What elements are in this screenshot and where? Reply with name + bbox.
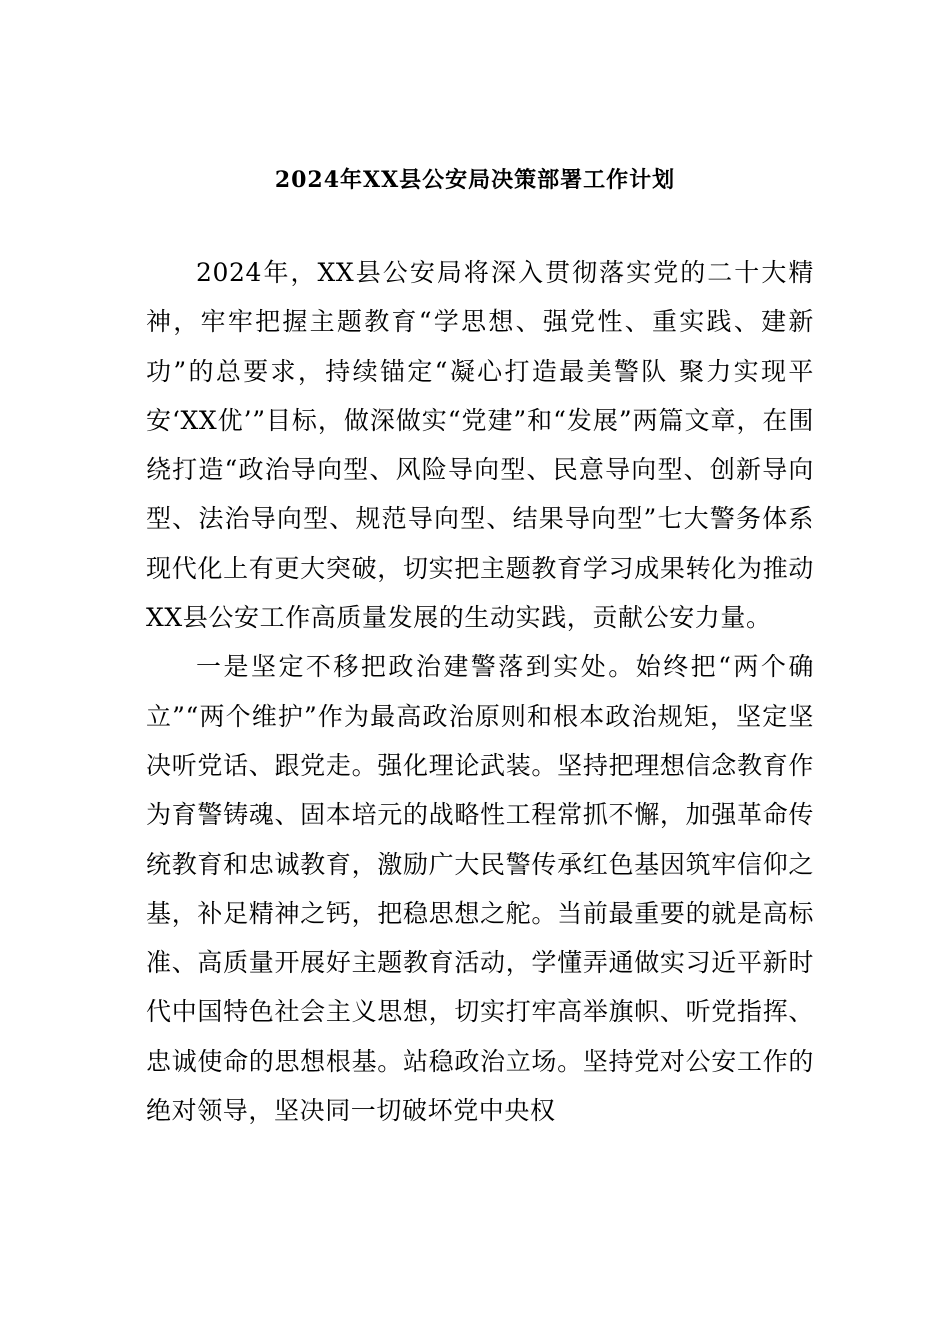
paragraph-intro: 2024年，XX县公安局将深入贯彻落实党的二十大精神，牢牢把握主题教育“学思想、强党性、重实践、建新功”的总要求，持续锚定“凝心打造最美警队 聚力实现平安‘XX优’”目标，做深做实“党建”和“发展”两篇文章，在围绕打造“政治导向型、风险导向型、民意导向型、创新导向型、法治导向型、规范导向型、结果导向型”七大警务体系现代化上有更大突破，切实把主题教育学习成果转化为推动XX县公安工作高质量发展的生动实践，贡献公安力量。 [146, 258, 814, 633]
paragraph-political: 一是坚定不移把政治建警落到实处。始终把“两个确立”“两个维护”作为最高政治原则和根本政治规矩，坚定坚决听党话、跟党走。强化理论武装。坚持把理想信念教育作为育警铸魂、固本培元的战略性工程常抓不懈，加强革命传统教育和忠诚教育，激励广大民警传承红色基因筑牢信仰之基，补足精神之钙，把稳思想之舵。当前最重要的就是高标准、高质量开展好主题教育活动，学懂弄通做实习近平新时代中国特色社会主义思想，切实打牢高举旗帜、听党指挥、忠诚使命的思想根基。站稳政治立场。坚持党对公安工作的绝对领导，坚决同一切破坏党中央权 [146, 652, 814, 1126]
document-title: 2024年XX县公安局决策部署工作计划 [274, 167, 676, 193]
document-body [146, 248, 814, 1135]
